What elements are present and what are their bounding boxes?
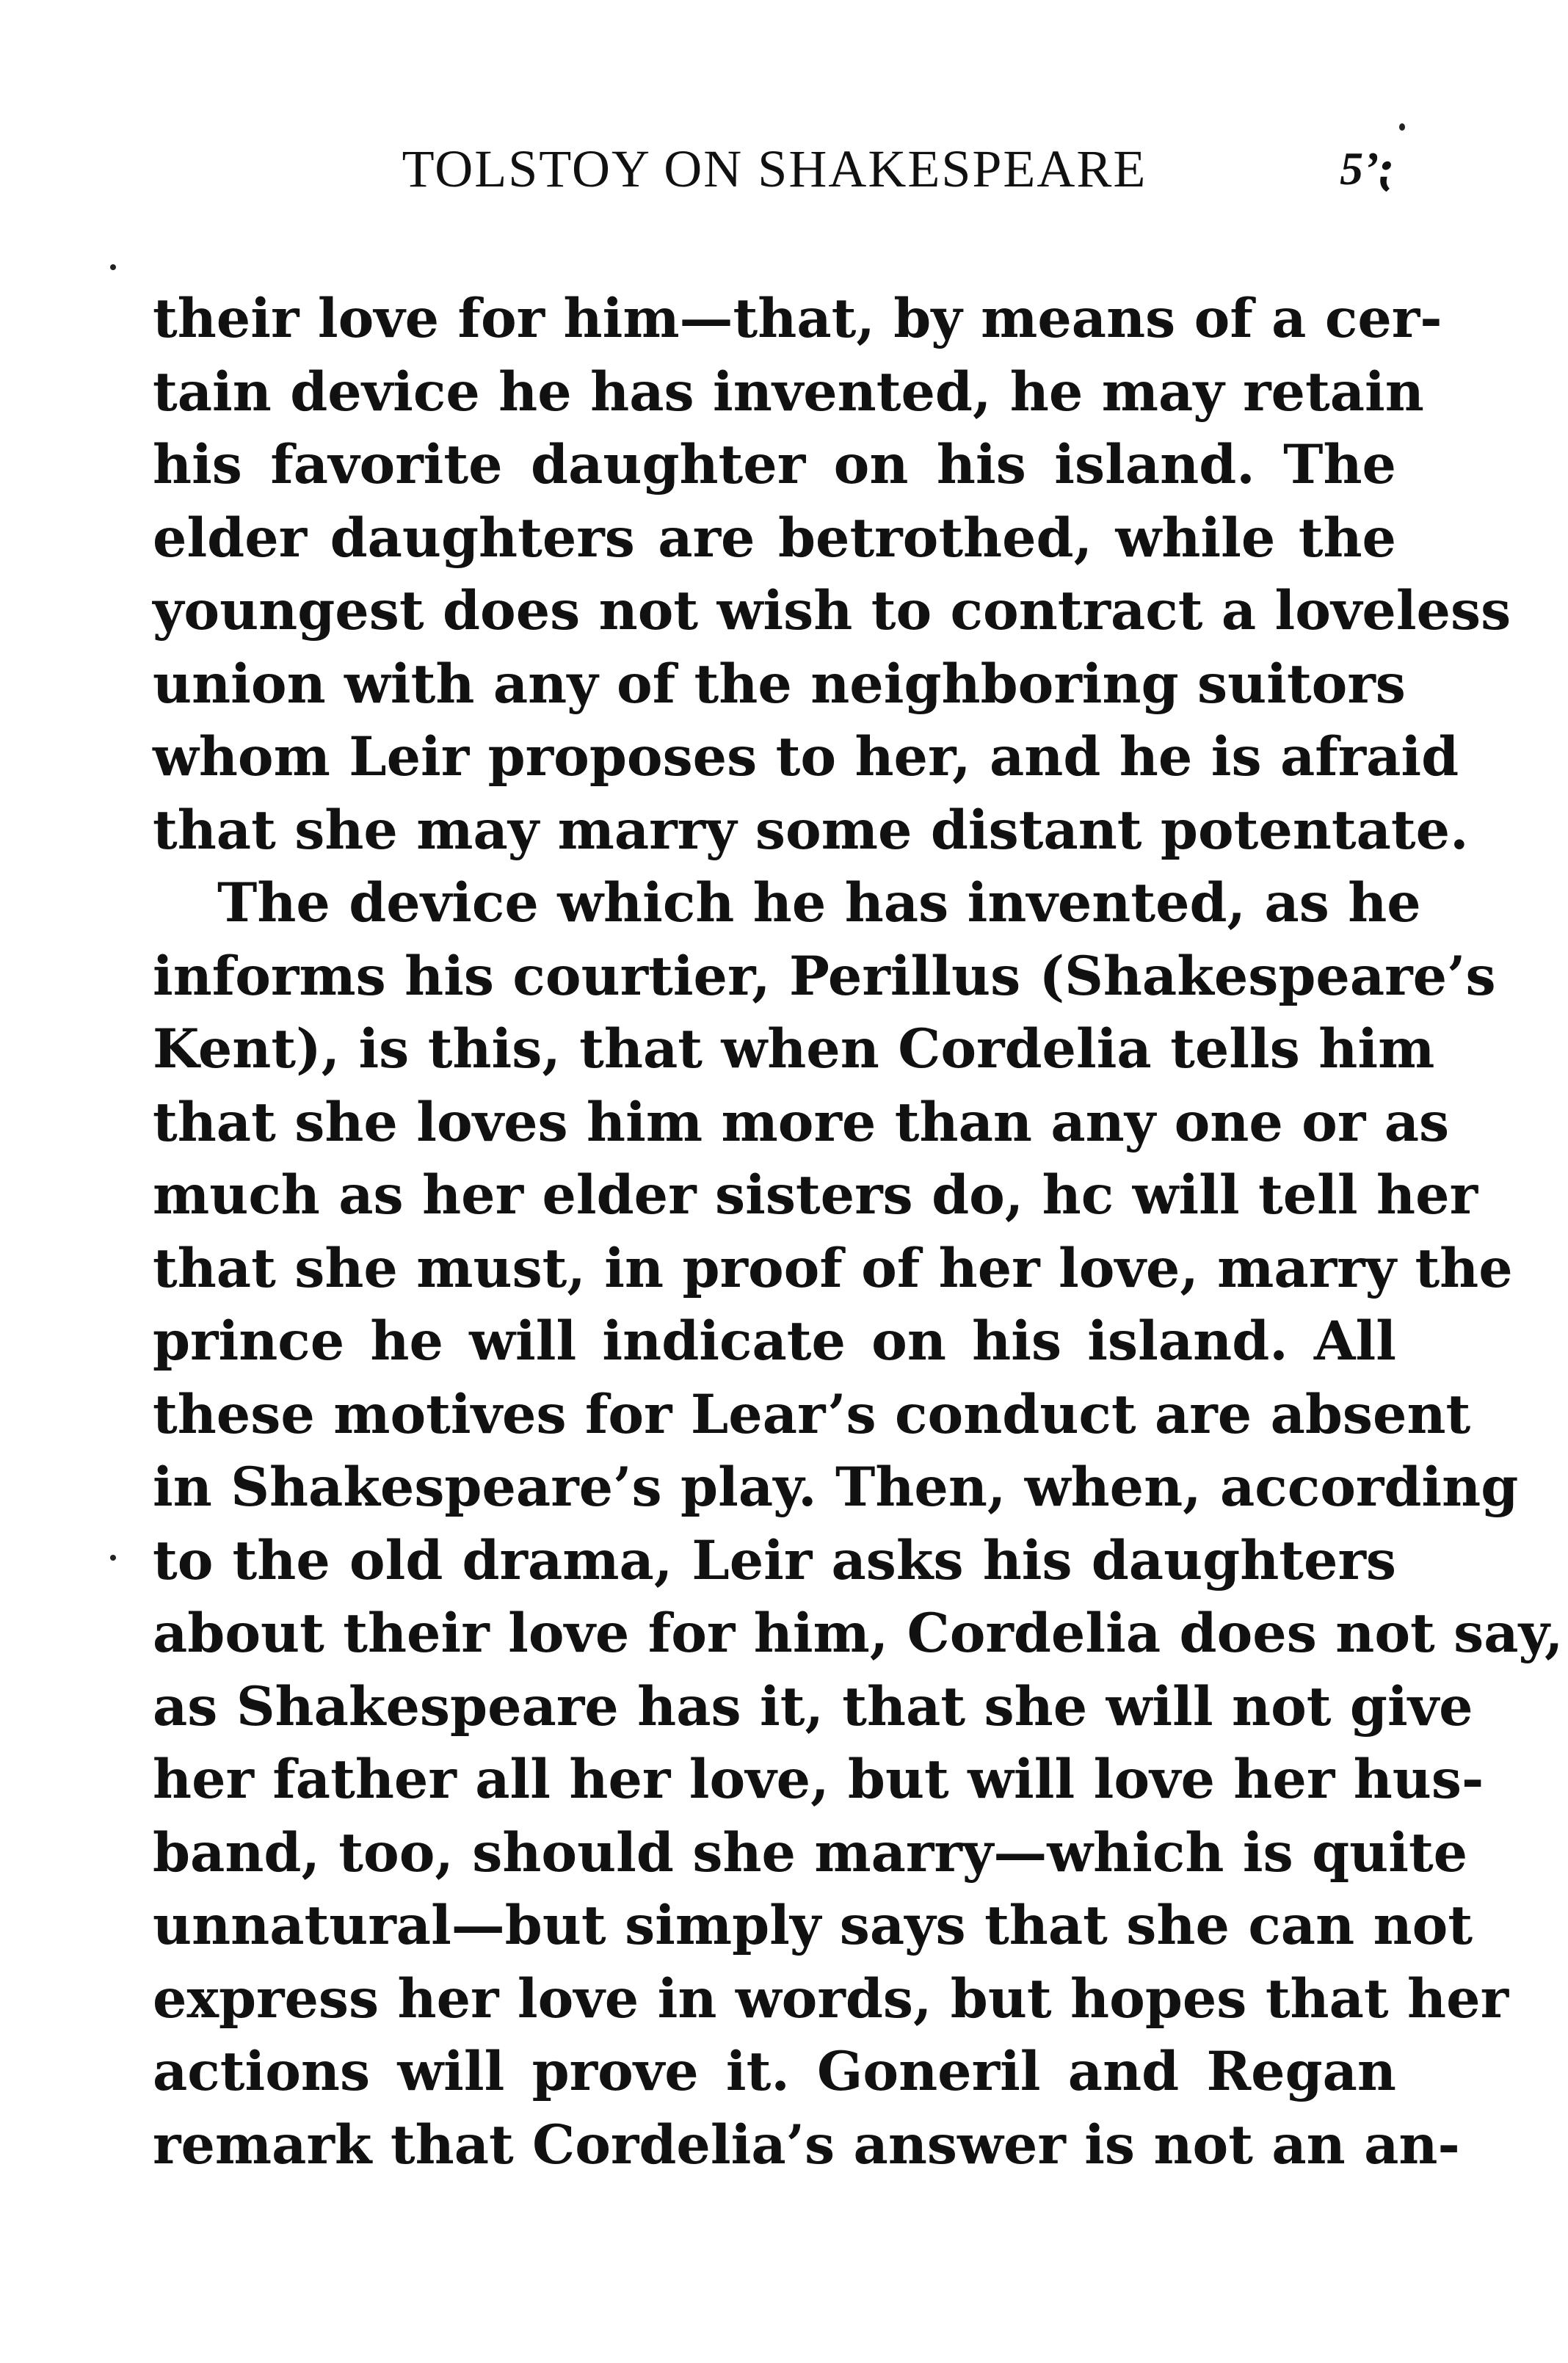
running-head (153, 132, 1396, 206)
text-line: that she must, in proof of her love, marry the (153, 1236, 1513, 1300)
text-line: elder daughters are betrothed, while the (153, 506, 1396, 570)
text-line: band, too, should she marry—which is quite (153, 1821, 1468, 1884)
text-line: remark that Cordelia’s answer is not an an- (153, 2113, 1460, 2177)
scan-speck (110, 264, 116, 270)
text-line: as Shakespeare has it, that she will not give (153, 1674, 1473, 1738)
scan-speck (110, 1555, 116, 1561)
text-line: that she loves him more than any one or as (153, 1090, 1450, 1154)
text-line: about their love for him, Cordelia does not say, (153, 1602, 1564, 1665)
running-title: TOLSTOY ON SHAKESPEARE (402, 139, 1147, 198)
text-line: their love for him—that, by means of a cer- (153, 287, 1442, 350)
text-line: Kent), is this, that when Cordelia tells him (153, 1017, 1435, 1081)
text-line: whom Leir proposes to her, and he is afraid (153, 725, 1459, 788)
body-text (153, 283, 1564, 2182)
text-line: youngest does not wish to contract a loveless (153, 579, 1511, 642)
text-line: to the old drama, Leir asks his daughters (153, 1528, 1396, 1592)
text-line: tain device he has invented, he may retain (153, 360, 1424, 424)
text-line-paragraph-start: The device which he has invented, as he (217, 871, 1421, 934)
text-line: in Shakespeare’s play. Then, when, according (153, 1456, 1519, 1519)
text-line: her father all her love, but will love her hus- (153, 1748, 1484, 1811)
text-line: these motives for Lear’s conduct are absent (153, 1382, 1471, 1446)
text-line: his favorite daughter on his island. The (153, 433, 1396, 496)
scan-speck (1399, 123, 1405, 131)
page-number: 5’⁏ (1340, 142, 1396, 195)
text-line: union with any of the neighboring suitors (153, 652, 1406, 716)
text-line: prince he will indicate on his island. All (153, 1310, 1396, 1373)
text-line: informs his courtier, Perillus (Shakespeare’s (153, 944, 1496, 1008)
text-line: that she may marry some distant potentate. (153, 798, 1469, 862)
text-line: express her love in words, but hopes that her (153, 1967, 1509, 2030)
text-line: actions will prove it. Goneril and Regan (153, 2040, 1396, 2103)
text-line: much as her elder sisters do, hc will tell her (153, 1164, 1478, 1227)
text-line: unnatural—but simply says that she can not (153, 1894, 1473, 1957)
